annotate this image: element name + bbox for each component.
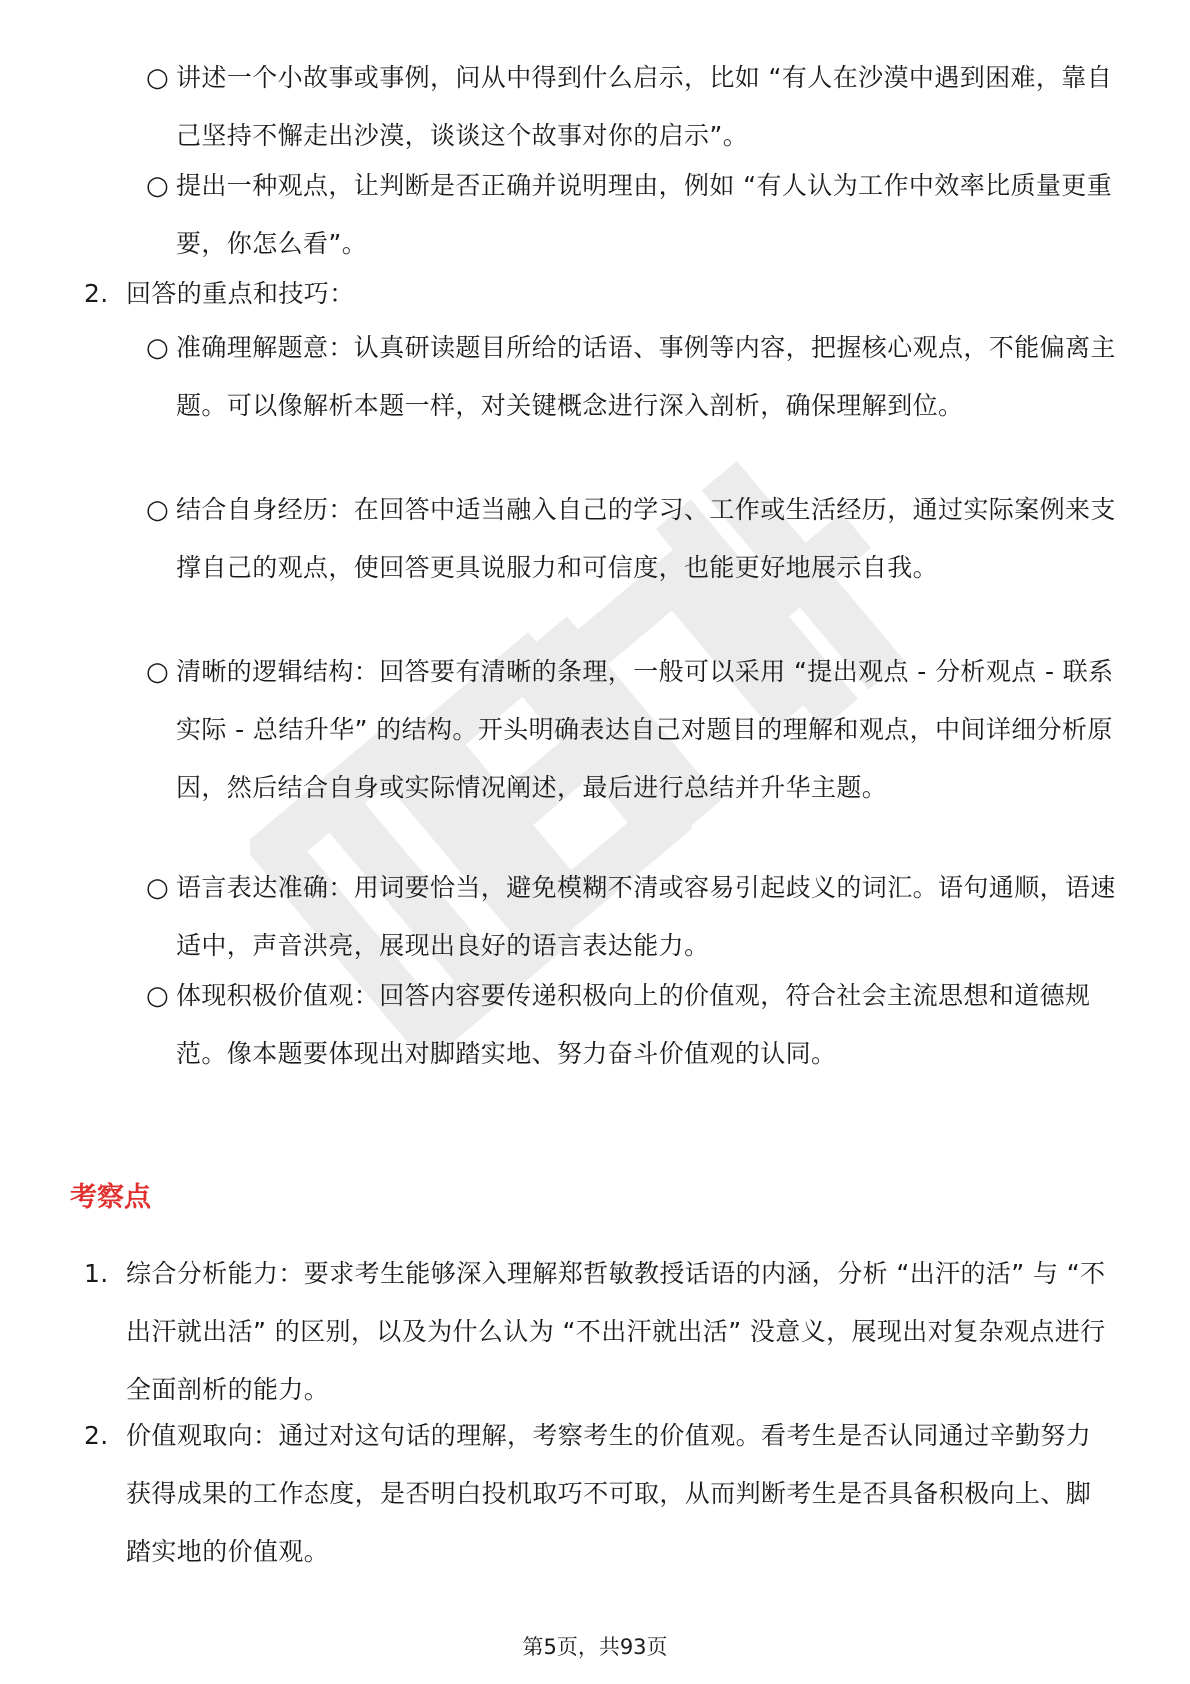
- page-number: 第5页，共93页: [522, 1635, 668, 1659]
- hollow-bullet-icon: ○: [146, 873, 170, 903]
- list-item-text: 提出一种观点，让判断是否正确并说明理由，例如 “有人认为工作中效率比质量更重要，你怎么看”。: [176, 171, 1113, 258]
- hollow-bullet-icon: ○: [146, 495, 170, 525]
- list-item-text: 清晰的逻辑结构：回答要有清晰的条理，一般可以采用 “提出观点 - 分析观点 - 联系实际 - 总结升华” 的结构。开头明确表达自己对题目的理解和观点，中间详细分析原因，然后结合自身或实际情况阐述，最后进行总结并升华主题。: [176, 657, 1114, 802]
- numbered-item: [84, 265, 1116, 323]
- list-item: [146, 49, 1136, 165]
- list-item: [146, 481, 1136, 597]
- list-item: [146, 859, 1136, 975]
- hollow-bullet-icon: ○: [146, 333, 170, 363]
- section-heading: 考察点: [70, 1182, 151, 1213]
- list-item-text: 准确理解题意：认真研读题目所给的话语、事例等内容，把握核心观点，不能偏离主题。可以像解析本题一样，对关键概念进行深入剖析，确保理解到位。: [176, 333, 1116, 420]
- numbered-item: [84, 1407, 1116, 1581]
- numbered-item-text: 回答的重点和技巧：: [126, 279, 355, 308]
- list-item-text: 结合自身经历：在回答中适当融入自己的学习、工作或生活经历，通过实际案例来支撑自己的观点，使回答更具说服力和可信度，也能更好地展示自我。: [176, 495, 1116, 582]
- list-number: 2.: [84, 1421, 109, 1450]
- list-item-text: 体现积极价值观：回答内容要传递积极向上的价值观，符合社会主流思想和道德规范。像本题要体现出对脚踏实地、努力奋斗价值观的认同。: [176, 981, 1091, 1068]
- numbered-item: [84, 1245, 1116, 1419]
- list-item-text: 语言表达准确：用词要恰当，避免模糊不清或容易引起歧义的词汇。语句通顺，语速适中，声音洪亮，展现出良好的语言表达能力。: [176, 873, 1116, 960]
- numbered-item-text: 价值观取向：通过对这句话的理解，考察考生的价值观。看考生是否认同通过辛勤努力获得成果的工作态度，是否明白投机取巧不可取，从而判断考生是否具备积极向上、脚踏实地的价值观。: [126, 1421, 1092, 1566]
- hollow-bullet-icon: ○: [146, 657, 170, 687]
- list-item: [146, 319, 1136, 435]
- numbered-item-text: 综合分析能力：要求考生能够深入理解郑哲敏教授话语的内涵，分析 “出汗的活” 与 “不出汗就出活” 的区别，以及为什么认为 “不出汗就出活” 没意义，展现出对复杂观点进行全面剖析的能力。: [126, 1259, 1106, 1404]
- hollow-bullet-icon: ○: [146, 171, 170, 201]
- list-item: [146, 643, 1136, 817]
- list-number: 2.: [84, 279, 109, 308]
- list-item-text: 讲述一个小故事或事例，问从中得到什么启示，比如 “有人在沙漠中遇到困难，靠自己坚持不懈走出沙漠，谈谈这个故事对你的启示”。: [176, 63, 1113, 150]
- list-number: 1.: [84, 1259, 109, 1288]
- list-item: [146, 157, 1136, 273]
- list-item: [146, 967, 1136, 1083]
- hollow-bullet-icon: ○: [146, 981, 170, 1011]
- hollow-bullet-icon: ○: [146, 63, 170, 93]
